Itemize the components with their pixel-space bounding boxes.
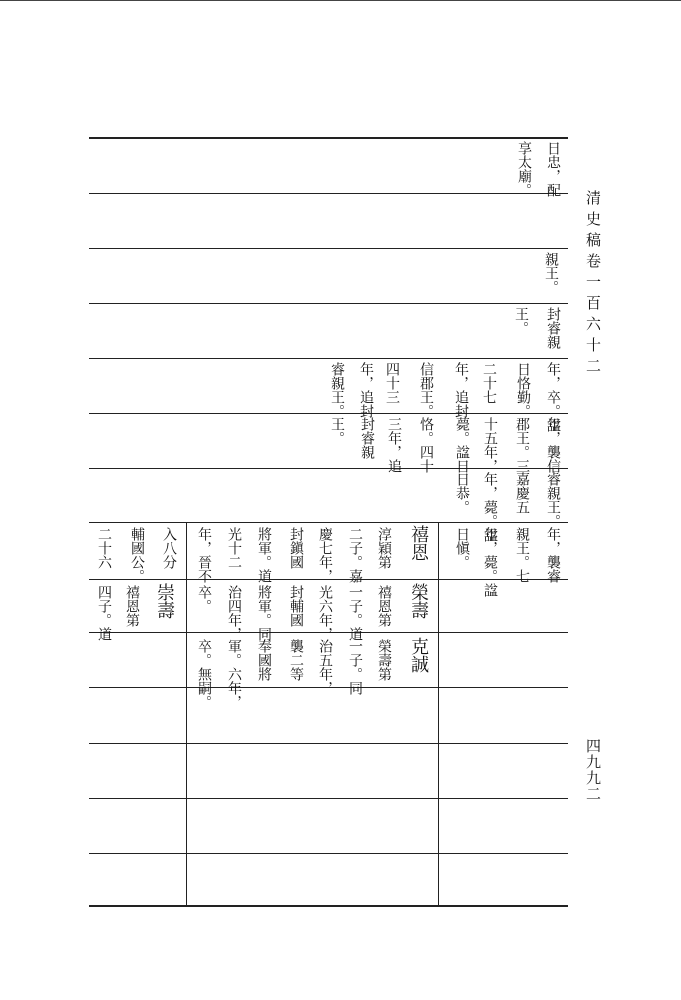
- person-name-kecheng: 克誠: [408, 637, 429, 673]
- row10-bio: 治五年，: [317, 639, 333, 695]
- row6-text: 恪。四十: [418, 417, 434, 473]
- row6-text: 薨。諡日: [454, 417, 470, 473]
- row8-bio: 二十六: [96, 527, 112, 569]
- table-rule: [89, 193, 568, 194]
- row10-bio: 榮壽第: [376, 639, 392, 681]
- running-title: 清史稿卷一百六十二: [584, 190, 602, 379]
- row9-bio: 卒。: [196, 585, 212, 613]
- row10-bio: 一子。同: [347, 639, 363, 695]
- row8-bio: 光十二: [226, 527, 242, 569]
- row5-text: 二十七: [481, 362, 497, 404]
- row6-text: 十五年，: [482, 417, 498, 473]
- person-name-rongshou: 榮壽: [408, 583, 429, 619]
- row9-bio: 四子。道: [96, 585, 112, 641]
- row8-text: 日愼。: [454, 527, 470, 569]
- row7-text: 嘉慶五: [514, 472, 530, 514]
- row9-bio: 禧恩第: [376, 585, 392, 627]
- row5-text: 年，卒。諡: [545, 362, 561, 432]
- column-rule: [438, 522, 439, 905]
- page-number: 四九九二: [584, 738, 602, 802]
- person-name-xien: 禧恩: [408, 525, 429, 561]
- row5-text: 四十三: [384, 362, 400, 404]
- row6-text: 年，襲信: [545, 417, 561, 473]
- row8-bio: 將軍。道: [256, 527, 272, 583]
- row6-text: 王。: [329, 417, 345, 445]
- row1-text: 享太廟。: [516, 141, 532, 197]
- row10-bio: 奉國將: [256, 639, 272, 681]
- row8-text: 年，襲睿: [545, 527, 561, 583]
- row6-text: 郡王。三: [514, 417, 530, 473]
- row1-text: 日忠，配: [545, 141, 561, 197]
- table-rule: [89, 358, 568, 359]
- column-rule: [186, 522, 187, 905]
- row9-bio: 治四年，: [226, 585, 242, 641]
- row8-text: 親王。七: [514, 527, 530, 583]
- row10-bio: 軍。六年，: [226, 639, 242, 709]
- row8-text: 年，薨。諡: [482, 527, 498, 597]
- table-rule: [89, 248, 568, 249]
- table-rule: [89, 303, 568, 304]
- row5-text: 年，追封: [453, 362, 469, 418]
- table-rule: [89, 743, 568, 744]
- table-rule: [89, 853, 568, 854]
- row10-bio: 襲二等: [288, 639, 304, 681]
- row3-text: 親王。: [543, 252, 559, 294]
- row8-bio: 輔國公。: [129, 527, 145, 583]
- row9-bio: 封輔國: [288, 585, 304, 627]
- row8-bio: 慶七年，: [317, 527, 333, 583]
- row9-bio: 禧恩第: [124, 585, 140, 627]
- row5-text: 信郡王。: [418, 362, 434, 418]
- row4-text: 王。: [513, 307, 529, 335]
- table-rule: [89, 905, 568, 907]
- row6-text: 封睿親: [359, 417, 375, 459]
- row8-bio: 封鎭國: [288, 527, 304, 569]
- row7-text: 日恭。: [454, 472, 470, 514]
- row9-bio: 將軍。同: [256, 585, 272, 641]
- row4-text: 封睿親: [545, 307, 561, 349]
- row7-text: 年，薨。諡: [482, 472, 498, 542]
- row9-bio: 一子。道: [347, 585, 363, 641]
- scan-top-edge: [0, 0, 681, 1]
- row8-bio: 年，晉不: [196, 527, 212, 583]
- row8-bio: 淳穎第: [376, 527, 392, 569]
- person-name-chongshou: 崇壽: [154, 583, 175, 619]
- table-rule: [89, 137, 568, 139]
- row5-text: 日恪勤。: [515, 362, 531, 418]
- row9-bio: 光六年，: [317, 585, 333, 641]
- row8-bio: 入八分: [161, 527, 177, 569]
- row5-text: 年，追封: [358, 362, 374, 418]
- table-rule: [89, 798, 568, 799]
- row8-bio: 二子。嘉: [347, 527, 363, 583]
- row7-text: 睿親王。: [545, 472, 561, 528]
- row10-bio: 卒。無嗣。: [196, 639, 212, 709]
- row6-text: 三年，追: [386, 417, 402, 473]
- row5-text: 睿親王。: [329, 362, 345, 418]
